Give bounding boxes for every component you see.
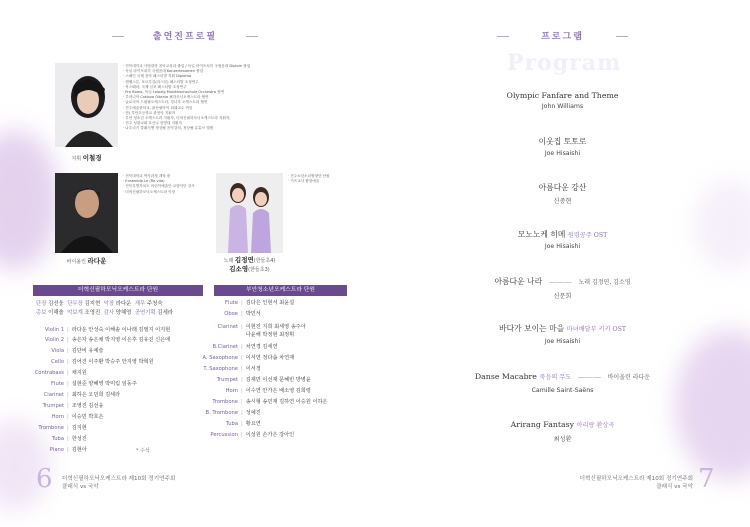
bio-line: · 전주소년소녀합창단 단원 xyxy=(288,174,368,179)
leader-name: 양혜영 xyxy=(115,309,132,316)
orchestra-row: Viola | 김단비 유예슬 xyxy=(22,347,103,354)
section-names: 최하은 오민희 김세라 xyxy=(71,392,121,398)
bio-line: · 전주 성광교회 호산나 찬양대 지휘자 xyxy=(123,121,303,126)
conductor-name: 이철경 xyxy=(82,154,102,162)
singers-photo xyxy=(216,173,283,253)
orchestra-row: Clarinet | 최하은 오민희 김세라 xyxy=(22,391,120,398)
youth-row: Trombone | 송시형 송민재 김하연 이승원 이하은 xyxy=(196,398,328,405)
piece-performer: 노래 김정연, 김소영 xyxy=(578,279,631,286)
singer-1-name: 김정연 xyxy=(234,256,254,264)
youth-row: B. Trombone | 성예진 xyxy=(196,409,261,416)
singers-caption xyxy=(216,256,283,274)
leader-name: 라다운 xyxy=(115,301,132,307)
bio-line: · 더혁신필하모닉오케스트라 악장 xyxy=(123,190,213,195)
section-names: 김어진 이주환 박승주 안지영 박혁원 xyxy=(71,359,154,365)
conductor-role: 지휘 xyxy=(71,156,82,162)
violinist-portrait-image xyxy=(55,173,118,253)
bio-line: · 스페인 국제 음악 페스티발 지휘 Diploma xyxy=(123,74,303,79)
leader-name: 김선웅 xyxy=(48,301,64,307)
footer-line-1: 더혁신필하모닉오케스트라 제10회 정기연주회 xyxy=(62,476,176,482)
section-names: 박민서 xyxy=(245,311,261,317)
piece-subtitle: 죽음의 무도 xyxy=(539,374,572,381)
program-item-composer: Joe Hisaishi xyxy=(544,338,581,345)
conductor-portrait-image xyxy=(55,63,118,147)
orchestra-row: Contrabass | 채지원 xyxy=(22,369,87,376)
section-names: 김지현 xyxy=(71,425,87,431)
section-role: Flute xyxy=(225,300,238,306)
bio-line: · 전북대학교 박사과정 재학 중 xyxy=(123,174,213,179)
section-names: 한성진 xyxy=(71,436,87,442)
bio-line: · 캠벨스톤, 포르투갈(리스본) 페스티발 초청연주 xyxy=(123,80,303,85)
leaders-line-2 xyxy=(36,309,173,318)
bio-line: · Ensemble Le (Re vita) xyxy=(123,179,213,184)
page-number-left: 6 xyxy=(36,464,53,494)
leader-role: 단장 xyxy=(36,301,47,307)
section-names: 송시형 송민재 김하연 이승원 이하은 xyxy=(245,399,328,405)
section-role: B. Trombone xyxy=(205,410,238,416)
bio-line: · 작스페라, 국제 심포 페스티발 초청연주 xyxy=(123,85,303,90)
conductor-bio xyxy=(123,64,303,132)
piece-title: Arirang Fantasy xyxy=(510,420,575,429)
conductor-photo xyxy=(55,63,118,147)
section-names: 송은자 송은채 박지영 이은후 김유진 신은애 xyxy=(71,337,171,343)
leader-name: 김지현 xyxy=(84,301,101,307)
section-role: A. Saxophone xyxy=(202,355,238,361)
orchestra-row: Trumpet | 조영진 김선웅 xyxy=(22,402,103,409)
footer-left xyxy=(62,475,175,491)
section-role: Contrabass xyxy=(34,370,64,376)
right-page xyxy=(375,0,750,527)
piece-subtitle: 마녀배달부 키키 OST xyxy=(566,326,626,333)
orchestra-row: Tuba | 한성진 xyxy=(22,435,87,442)
piece-title: 아름다운 나라 xyxy=(494,277,543,286)
watercolor-wash xyxy=(0,130,60,270)
piece-title: Danse Macabre xyxy=(474,372,537,381)
program-watermark: Program xyxy=(507,50,622,76)
leader-name: 조영진 xyxy=(84,309,101,316)
dash-separator: ——— xyxy=(577,372,602,381)
conductor-caption xyxy=(55,153,118,162)
section-names: 이성원 손가은 강아인 xyxy=(245,432,295,438)
program-item-composer: 신문희 xyxy=(553,293,572,300)
youth-row: Percussion | 이성원 손가은 강아인 xyxy=(196,431,294,438)
orchestra-row: Trombone | 김지현 xyxy=(22,424,87,431)
section-names: 황요연 xyxy=(245,421,261,427)
violinist-caption xyxy=(55,256,118,265)
section-names: 채지원 xyxy=(71,370,87,376)
page-number-right: 7 xyxy=(698,464,715,494)
youth-row: Tuba | 황요연 xyxy=(196,420,261,427)
bio-line: · 키즈교사 합창예술 xyxy=(288,179,368,184)
orchestra-row: Cello | 김어진 이주환 박승주 안지영 박혁원 xyxy=(22,358,154,365)
piece-title: 이웃집 토토로 xyxy=(538,137,587,146)
leader-name: 김세라 xyxy=(157,309,173,316)
bio-line: · 현) 부안초등학교 관현악 지휘자 xyxy=(123,111,303,116)
bio-line: · 독일 라이프치히 국립음대 Konzertexamen 졸업 xyxy=(123,69,303,74)
section-names: 라다운 안성숙 이해솔 이나래 김필지 이지현 xyxy=(71,327,171,333)
section-role: Tuba xyxy=(51,436,64,442)
section-role: Percussion xyxy=(210,432,238,438)
section-role: Clarinet xyxy=(43,392,64,398)
bio-line: · 루마니아 Craiova Oltenia 필하모닉오케스트라 협연 xyxy=(123,95,303,100)
leader-name: 주청숙 xyxy=(146,301,163,307)
section-role: Viola xyxy=(51,348,64,354)
youth-band: 부안청소년오케스트라 단원 xyxy=(214,285,347,296)
section-names: 설현준 양혜영 박미림 임동주 xyxy=(71,381,137,387)
watercolor-wash xyxy=(675,330,750,480)
singer-2-name: 김소영 xyxy=(229,265,249,273)
section-role: Trumpet xyxy=(216,377,238,383)
orchestra-row: Violin 2 | 송은자 송은채 박지영 이은후 김유진 신은애 xyxy=(22,336,170,343)
program-item-composer: Joe Hisaishi xyxy=(544,150,581,157)
piece-title: 아름다운 강산 xyxy=(538,183,587,192)
singers-bio xyxy=(288,174,368,184)
section-role: T. Saxophone xyxy=(203,366,238,372)
youth-row: B.Clarinet | 차연경 김세연 xyxy=(196,343,277,350)
program-item-composer: Joe Hisaishi xyxy=(544,243,581,250)
violinist-role: 바이올린 xyxy=(66,259,86,265)
violinist-bio xyxy=(123,174,213,195)
piece-title: Olympic Fanfare and Theme xyxy=(506,91,619,100)
section-names: 나윤해 박정현 최정휘 xyxy=(245,332,295,338)
piece-performer: 바이올린 라다운 xyxy=(607,374,651,381)
violinist-photo xyxy=(55,173,118,253)
orchestra-row: Violin 1 | 라다운 안성숙 이해솔 이나래 김필지 이지현 xyxy=(22,326,170,333)
leader-role: 공연기획 xyxy=(134,309,156,316)
section-role: Trumpet xyxy=(42,403,64,409)
section-role: Violin 1 xyxy=(44,327,64,333)
section-role: Clarinet xyxy=(217,324,238,330)
leader-role: 감사 xyxy=(103,309,115,316)
youth-row: Flute | 김다은 인현서 최윤설 xyxy=(196,299,294,306)
bio-line: · Pro Boma, 독일 Leipzig Musikhochschule Orchestra 협연 xyxy=(123,90,303,95)
leader-role: 악장 xyxy=(103,301,115,307)
youth-row: Clarinet | 이현진 지희 최세영 송주아 xyxy=(196,323,306,330)
dash-separator: ——— xyxy=(548,277,572,286)
section-names: 김현아 xyxy=(71,447,87,453)
bio-line: · 전북특별자치도 어린이예술단 교향악단 강사 xyxy=(123,184,213,189)
section-names: 성예진 xyxy=(245,410,261,416)
piece-subtitle: 원령공주 OST xyxy=(567,232,608,239)
singers-role: 노래 xyxy=(223,258,234,264)
footer-line-2: 클래식 vs 국악 xyxy=(656,484,693,490)
program-item-composer: Camille Saint-Saëns xyxy=(531,387,594,394)
program-item-title xyxy=(375,229,750,240)
bio-line: · 글로리아 드림필오케스트라, 경나우 오케스트라 협연 xyxy=(123,100,303,105)
profiles-title: 출연진프로필 xyxy=(130,29,240,42)
section-role: B.Clarinet xyxy=(212,344,238,350)
program-item-title xyxy=(375,91,750,100)
watercolor-wash xyxy=(695,180,750,270)
section-names: 이현진 지희 최세영 송주아 xyxy=(245,324,306,330)
piece-subtitle: 아리랑 환상곡 xyxy=(576,422,615,429)
section-role: Cello xyxy=(51,359,64,365)
leader-role: 단무장 xyxy=(67,301,83,307)
section-role: Trombone xyxy=(38,425,64,431)
principal-footnote: * 수석 xyxy=(136,448,150,454)
bio-line: · 부안 청소년 오케스트라 지휘자, 더혁신필하모닉오케스트라 지휘자, xyxy=(123,116,303,121)
youth-row: A. Saxophone | 이서연 정다솜 차연재 xyxy=(196,354,294,361)
footer-line-2: 클래식 vs 국악 xyxy=(62,484,99,490)
section-role: Horn xyxy=(51,414,64,420)
footer-right xyxy=(563,475,693,491)
piece-title: 모노노케 히메 xyxy=(517,230,566,239)
section-names: 김단비 유예슬 xyxy=(71,348,104,354)
bio-line: · 나우리키 클래식앤 정상될 음악강의, 정상될 유튜브 앨범 xyxy=(123,126,303,131)
singers-portrait-image xyxy=(216,173,283,253)
program-title: 프로그램 xyxy=(515,29,610,42)
leader-role: 총보 xyxy=(36,309,47,316)
orchestra-row: Horn | 이승민 박호은 xyxy=(22,413,103,420)
section-names: 차연경 김세연 xyxy=(245,344,278,350)
orchestra-row: Flute | 설현준 양혜영 박미림 임동주 xyxy=(22,380,137,387)
program-item-title xyxy=(375,276,750,287)
section-names: 김재민 이선재 문혜빈 방병윤 xyxy=(245,377,311,383)
program-item-title xyxy=(375,420,750,429)
section-role: Piano xyxy=(49,447,64,453)
leader-role: 재무 xyxy=(134,301,146,307)
section-names: 이서연 정다솜 차연재 xyxy=(245,355,295,361)
youth-row: Oboe | 박민서 xyxy=(196,310,261,317)
section-role: Horn xyxy=(225,388,238,394)
section-names: 이서정 xyxy=(245,366,261,372)
singer-1-note: (한들초4) xyxy=(253,258,276,264)
program-item-title xyxy=(375,182,750,193)
program-item-composer: 최성환 xyxy=(553,436,572,443)
orchestra-band: 더혁신필하모닉오케스트라 단원 xyxy=(33,285,203,296)
footer-line-1: 더혁신필하모닉오케스트라 제10회 정기연주회 xyxy=(579,476,693,482)
program-item-composer: 신중현 xyxy=(553,198,572,205)
leader-role: 악보계 xyxy=(67,309,83,316)
singer-2-note: (한들초3) xyxy=(248,267,270,273)
violinist-name: 라다운 xyxy=(87,257,107,265)
section-names: 김다은 인현서 최윤설 xyxy=(245,300,295,306)
piece-title: 바다가 보이는 마을 xyxy=(499,324,565,333)
section-names: 이수연 안가은 배소영 김희령 xyxy=(245,388,311,394)
orchestra-leaders xyxy=(36,300,173,317)
youth-row xyxy=(196,331,294,338)
youth-row: T. Saxophone | 이서정 xyxy=(196,365,261,372)
program-item-title xyxy=(375,372,750,381)
orchestra-row: Piano | 김현아 xyxy=(22,446,87,453)
bio-line: · 전북대학교 사범대학 음악교육과 졸업 / 독일 라이프치히 국립음대 Diplom 졸업 xyxy=(123,64,303,69)
leader-name: 이해솔 xyxy=(48,309,64,316)
program-item-title xyxy=(375,323,750,334)
section-role: Trombone xyxy=(212,399,238,405)
section-role: Oboe xyxy=(224,311,238,317)
section-names: 조영진 김선웅 xyxy=(71,403,104,409)
section-role: Tuba xyxy=(225,421,238,427)
program-item-composer: John Williams xyxy=(541,103,584,110)
program-item-title xyxy=(375,136,750,147)
bio-line: · 전주예술중학교, 완산필아이 외래교수 역임 xyxy=(123,106,303,111)
section-role: Violin 2 xyxy=(44,337,64,343)
leaders-line-1 xyxy=(36,300,173,309)
section-role: Flute xyxy=(51,381,64,387)
section-names: 이승민 박호은 xyxy=(71,414,104,420)
youth-row: Trumpet | 김재민 이선재 문혜빈 방병윤 xyxy=(196,376,311,383)
youth-row: Horn | 이수연 안가은 배소영 김희령 xyxy=(196,387,311,394)
